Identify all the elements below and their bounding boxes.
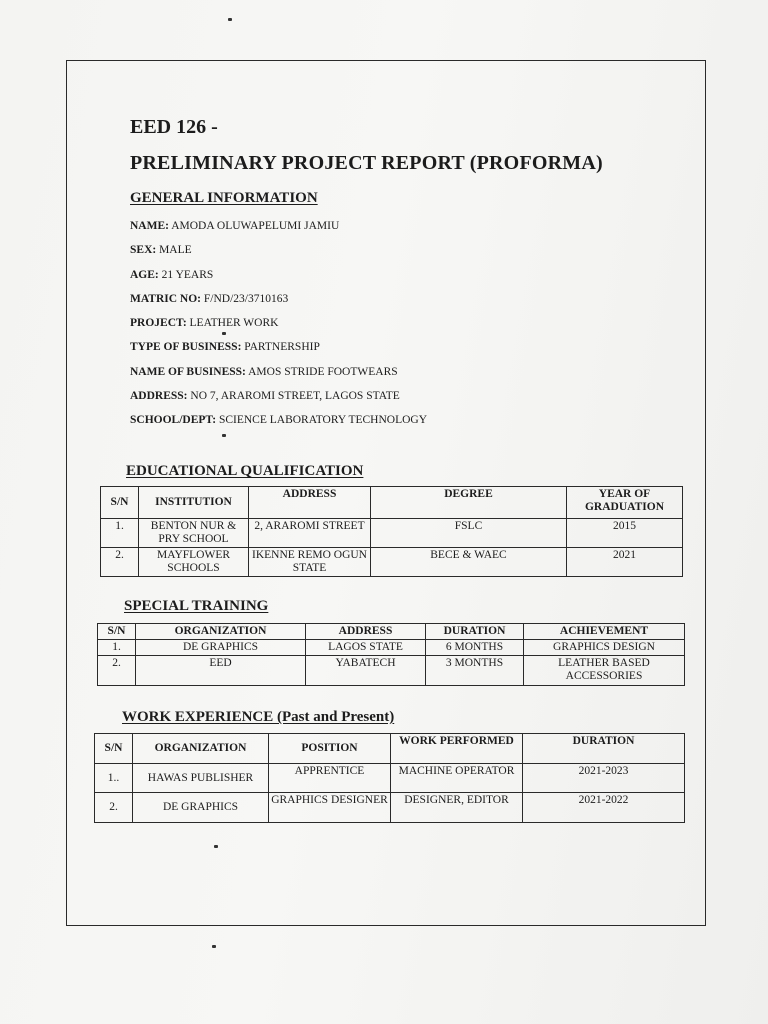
general-information-heading: GENERAL INFORMATION	[130, 190, 318, 206]
column-header: S/N	[101, 487, 139, 519]
table-cell: HAWAS PUBLISHER	[133, 764, 269, 793]
table-cell: IKENNE REMO OGUN STATE	[249, 548, 371, 577]
table-row	[98, 640, 685, 656]
table-cell: MAYFLOWER SCHOOLS	[139, 548, 249, 577]
table-row	[95, 793, 685, 823]
table-row	[95, 764, 685, 793]
column-header: YEAR OF GRADUATION	[567, 487, 683, 519]
column-header: ORGANIZATION	[136, 624, 306, 640]
table-cell: 2021-2022	[523, 793, 685, 823]
table-cell: 6 MONTHS	[426, 640, 524, 656]
column-header: ADDRESS	[249, 487, 371, 519]
table-header-row	[98, 624, 685, 640]
table-cell: 1.	[101, 519, 139, 548]
course-code: EED 126 -	[130, 116, 218, 138]
table-cell: EED	[136, 656, 306, 686]
table-cell: 1..	[95, 764, 133, 793]
table-cell: BECE & WAEC	[371, 548, 567, 577]
table-cell: GRAPHICS DESIGNER	[269, 793, 391, 823]
table-cell: FSLC	[371, 519, 567, 548]
educational-qualification-table	[100, 486, 683, 577]
table-cell: APPRENTICE	[269, 764, 391, 793]
table-cell: LAGOS STATE	[306, 640, 426, 656]
table-cell: DESIGNER, EDITOR	[391, 793, 523, 823]
work-experience-table	[94, 733, 685, 823]
column-header: POSITION	[269, 734, 391, 764]
speck	[212, 945, 216, 948]
column-header: DEGREE	[371, 487, 567, 519]
table-cell: LEATHER BASED ACCESSORIES	[524, 656, 685, 686]
field-matric-no: MATRIC NO: F/ND/23/3710163	[130, 292, 289, 305]
educational-qualification-heading: EDUCATIONAL QUALIFICATION	[126, 463, 364, 479]
column-header: INSTITUTION	[139, 487, 249, 519]
table-cell: 2.	[101, 548, 139, 577]
field-age: AGE: 21 YEARS	[130, 268, 214, 281]
column-header: S/N	[95, 734, 133, 764]
table-cell: 1.	[98, 640, 136, 656]
column-header: ACHIEVEMENT	[524, 624, 685, 640]
field-school-dept: SCHOOL/DEPT: SCIENCE LABORATORY TECHNOLOGY	[130, 414, 428, 427]
table-row	[98, 656, 685, 686]
table-cell: MACHINE OPERATOR	[391, 764, 523, 793]
work-experience-heading: WORK EXPERIENCE (Past and Present)	[122, 709, 395, 725]
table-row	[101, 519, 683, 548]
table-cell: 2.	[98, 656, 136, 686]
table-cell: DE GRAPHICS	[136, 640, 306, 656]
column-header: DURATION	[523, 734, 685, 764]
field-project: PROJECT: LEATHER WORK	[130, 317, 279, 330]
table-cell: 2021-2023	[523, 764, 685, 793]
table-header-row	[101, 487, 683, 519]
field-name: NAME: AMODA OLUWAPELUMI JAMIU	[130, 220, 340, 232]
table-cell: 2015	[567, 519, 683, 548]
table-cell: 2021	[567, 548, 683, 577]
page-title: PRELIMINARY PROJECT REPORT (PROFORMA)	[130, 152, 603, 174]
general-information-list	[130, 218, 427, 437]
field-sex: SEX: MALE	[130, 244, 192, 257]
special-training-heading: SPECIAL TRAINING	[124, 598, 269, 614]
column-header: ORGANIZATION	[133, 734, 269, 764]
special-training-table	[97, 623, 685, 686]
column-header: WORK PERFORMED	[391, 734, 523, 764]
column-header: ADDRESS	[306, 624, 426, 640]
speck	[214, 845, 218, 848]
table-cell: DE GRAPHICS	[133, 793, 269, 823]
table-cell: GRAPHICS DESIGN	[524, 640, 685, 656]
field-address: ADDRESS: NO 7, ARAROMI STREET, LAGOS STATE	[130, 390, 400, 403]
field-name-of-business: NAME OF BUSINESS: AMOS STRIDE FOOTWEARS	[130, 365, 398, 378]
table-cell: BENTON NUR & PRY SCHOOL	[139, 519, 249, 548]
table-cell: 2, ARAROMI STREET	[249, 519, 371, 548]
table-row	[101, 548, 683, 577]
column-header: DURATION	[426, 624, 524, 640]
table-cell: 2.	[95, 793, 133, 823]
column-header: S/N	[98, 624, 136, 640]
table-cell: 3 MONTHS	[426, 656, 524, 686]
table-header-row	[95, 734, 685, 764]
speck	[228, 18, 232, 21]
table-cell: YABATECH	[306, 656, 426, 686]
field-type-of-business: TYPE OF BUSINESS: PARTNERSHIP	[130, 341, 320, 354]
